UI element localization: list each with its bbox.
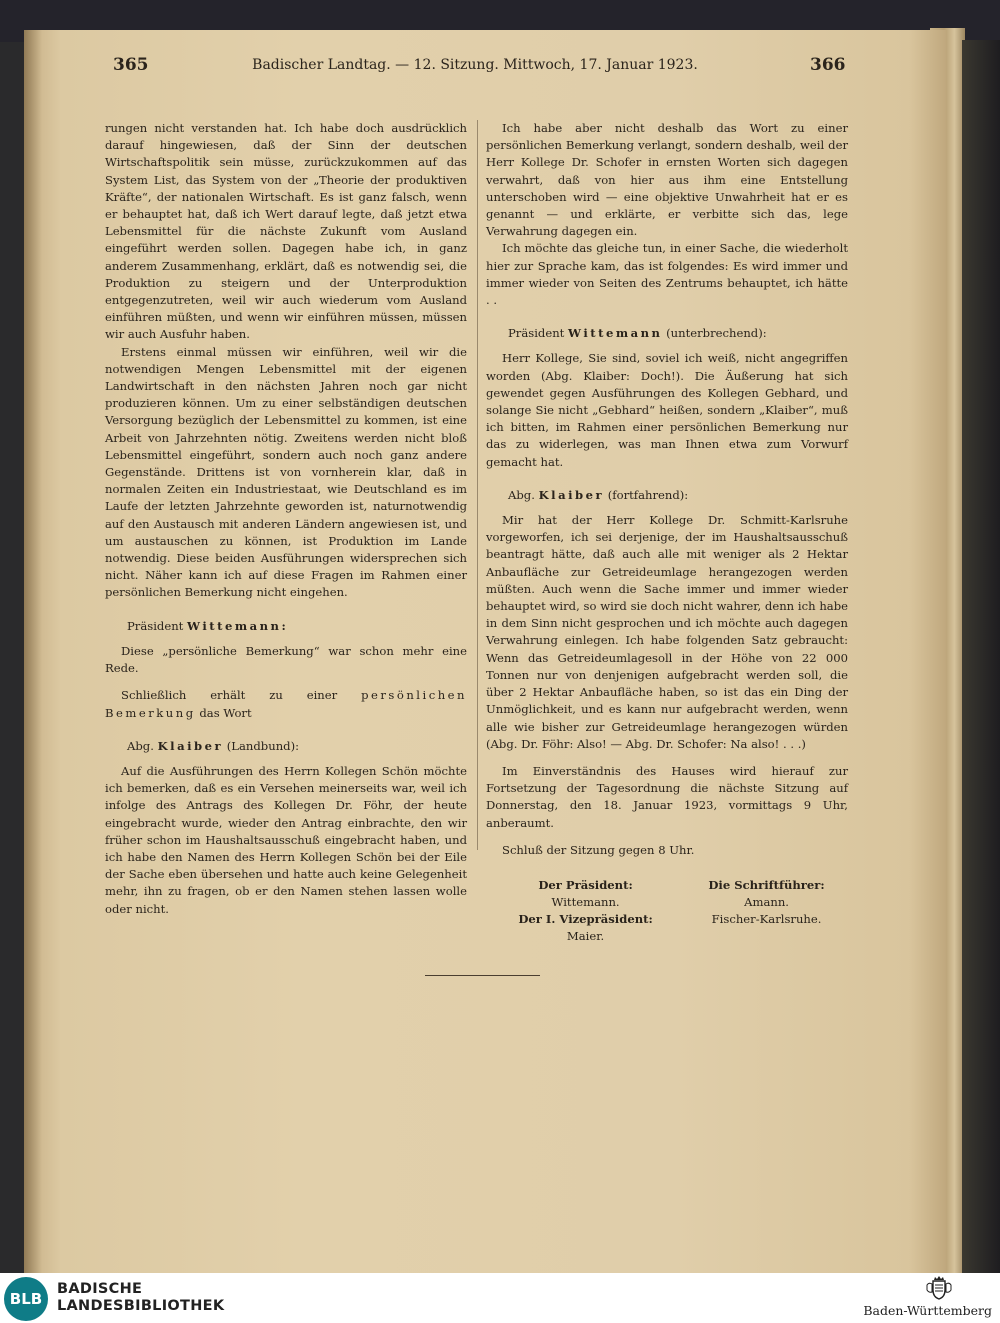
speaker-role: Präsident xyxy=(127,618,184,633)
paragraph: Ich möchte das gleiche tun, in einer Sache, die wiederholt hier zur Sprache kam, das ist folgendes: Es wird immer und immer wieder von Seiten des Zentrums behauptet, ich hätte . . xyxy=(486,241,848,308)
footer-bar xyxy=(0,1273,1000,1323)
left-column xyxy=(105,120,467,918)
paragraph xyxy=(105,687,467,721)
paragraph: Schluß der Sitzung gegen 8 Uhr. xyxy=(502,842,695,857)
page-number-left: 365 xyxy=(113,55,149,75)
paragraph: Erstens einmal müssen wir einführen, weil wir die notwendigen Mengen Lebensmittel mit der eigenen Landwirtschaft in den nächsten Jahren noch gar nicht produzieren können. Um zu einer selbständigen deutschen Versorgung bezüglich der Lebensmittel zu kommen, ist eine Arbeit von Jahrzehnten nötig. Zweitens werden nicht bloß Lebensmittel eingeführt, sondern auch noch ganz andere Gegenstände. Drittens ist von vornherein klar, daß in normalen Zeiten ein Industriestaat, wie Deutschland es im Laufe der letzten Jahrzehnte geworden ist, naturnotwendig auf den Austausch mit anderen Ländern angewiesen ist, und um austauschen zu können, ist Produktion im Lande notwendig. Diese beiden Ausführungen widersprechen sich nicht. Näher kann ich auf diese Fragen im Rahmen einer persönlichen Bemerkung nicht eingehen. xyxy=(105,344,467,600)
speaker-heading xyxy=(105,618,467,635)
spaced-text: persönlichen Bemerkung xyxy=(105,688,467,720)
paragraph: Herr Kollege, Sie sind, soviel ich weiß, nicht angegriffen worden (Abg. Klaiber: Doch!). Die Äußerung hat sich gewendet gegen Ausführungen des Kollegen Gebhard, und solange Sie nicht „Gebhard“ heißen, sondern „Klaiber“, muß ich bitten, im Rahmen einer persönlichen Bemerkung nur das zu widerlegen, was man Ihnen etwa zum Vorwurf gemacht hat. xyxy=(486,351,848,469)
book-edge-shadow xyxy=(962,40,1000,1273)
column-divider xyxy=(477,120,478,850)
speaker-name: Wittemann: xyxy=(187,618,289,633)
speaker-affiliation: (Landbund): xyxy=(226,738,300,753)
signature-name: Wittemann. xyxy=(551,894,620,909)
library-name-line: BADISCHE xyxy=(57,1281,143,1297)
speaker-name: Wittemann xyxy=(568,326,663,341)
signature-name: Fischer-Karlsruhe. xyxy=(711,911,822,926)
speaker-heading xyxy=(486,325,848,342)
paragraph: rungen nicht verstanden hat. Ich habe doch ausdrücklich darauf hingewiesen, daß der Sinn der deutschen Wirtschaftspolitik sein müsse, zurückzukommen auf das System List, das System von der „Theorie der produktiven Kräfte“, der nationalen Wirtschaft. Es ist ganz falsch, wenn er behauptet hat, daß ich Wert darauf legte, daß jetzt etwa Lebensmittel für die nächste Zukunft vom Ausland eingeführt werden sollen. Dagegen habe ich, in ganz anderem Zusammenhang, erklärt, daß es notwendig sei, die Produktion zu steigern und der Unterproduktion entgegenzutreten, weil wir auch wiederum vom Ausland einführen müßten, und wenn wir einführen müssen, müssen wir auch Ausfuhr haben. xyxy=(105,121,467,342)
signature-name: Amann. xyxy=(744,894,789,909)
speaker-note: (unterbrechend): xyxy=(666,326,767,341)
speaker-role: Abg. xyxy=(508,487,535,502)
gutter-shadow xyxy=(24,30,42,1273)
signature-block xyxy=(486,877,848,945)
speaker-heading xyxy=(105,738,467,755)
speaker-role: Abg. xyxy=(127,738,154,753)
running-title: Badischer Landtag. — 12. Sitzung. Mittwoch, 17. Januar 1923. xyxy=(252,57,698,73)
coat-of-arms-icon xyxy=(924,1275,954,1301)
speaker-name: Klaiber xyxy=(538,487,605,502)
text-run: das Wort xyxy=(199,705,252,720)
speaker-role: Präsident xyxy=(508,326,565,341)
paragraph: Auf die Ausführungen des Herrn Kollegen Schön möchte ich bemerken, daß es ein Versehen meinerseits war, weil ich infolge des Antrags des Kollegen Dr. Föhr, der heute eingebracht wurde, wieder den Antrag einbrachte, den wir früher schon im Haushaltsausschuß eingebracht haben, und ich habe den Namen des Herrn Kollegen Schön bei der Eile der Sache eben übersehen und hatte auch keine Gelegenheit mehr, ihn zu fragen, ob er den Namen stehen lassen wolle oder nicht. xyxy=(105,763,467,916)
paragraph: Mir hat der Herr Kollege Dr. Schmitt-Karlsruhe vorgeworfen, ich sei derjenige, der im Haushaltsausschuß beantragt hätte, daß auch alle mit weniger als 2 Hektar Anbaufläche zur Getreideumlage herangezogen werden müßten. Auch wenn die Sache immer und immer wieder behauptet wird, so wird sie doch nicht wahrer, denn ich habe in dem Sinn nicht gesprochen und ich möchte auch dagegen Verwahrung einlegen. Ich habe folgenden Satz gebraucht: Wenn das Getreideumlagesoll in der Höhe von 22 000 Tonnen nur von denjenigen aufgebracht werden soll, die über 2 Hektar Anbaufläche haben, so ist das ein Ding der Unmöglichkeit, und es kann nur aufgebracht werden, wenn alle wie bisher zur Getreideumlage herangezogen würden (Abg. Dr. Föhr: Also! — Abg. Dr. Schofer: Na also! . . .) xyxy=(486,513,848,751)
running-header xyxy=(0,55,1000,85)
paragraph: Im Einverständnis des Hauses wird hierauf zur Fortsetzung der Tagesordnung die nächste Sitzung auf Donnerstag, den 18. Januar 1923, vormittags 9 Uhr, anberaumt. xyxy=(486,763,848,830)
blb-logo[interactable]: BLB xyxy=(4,1277,48,1321)
page-number-right: 366 xyxy=(810,55,846,75)
signature-name: Maier. xyxy=(566,928,605,943)
library-name xyxy=(57,1281,224,1315)
speaker-heading xyxy=(486,487,848,504)
signature-heading-secretaries: Die Schriftführer: xyxy=(708,877,825,892)
library-name-line: LANDESBIBLIOTHEK xyxy=(57,1298,225,1314)
paragraph: Diese „persönliche Bemerkung“ war schon mehr eine Rede. xyxy=(105,643,467,676)
paragraph: Ich habe aber nicht deshalb das Wort zu einer persönlichen Bemerkung verlangt, sondern deshalb, weil der Herr Kollege Dr. Schofer in ernsten Worten sich dagegen verwahrt, daß von hier aus ihm eine Entstellung unterschoben wird — eine objektive Unwahrheit hat er es genannt — und erklärte, er verbitte sich das, lege Verwahrung dagegen ein. xyxy=(486,121,848,239)
signature-heading-president: Der Präsident: xyxy=(538,877,633,892)
text-run: Schließlich erhält zu einer xyxy=(121,688,338,703)
right-column xyxy=(486,120,848,945)
state-name: Baden-Württemberg xyxy=(863,1303,992,1318)
signature-heading-vice-president: Der I. Vizepräsident: xyxy=(518,911,653,926)
speaker-note: (fortfahrend): xyxy=(607,487,689,502)
speaker-name: Klaiber xyxy=(157,738,224,753)
end-rule xyxy=(425,975,540,976)
